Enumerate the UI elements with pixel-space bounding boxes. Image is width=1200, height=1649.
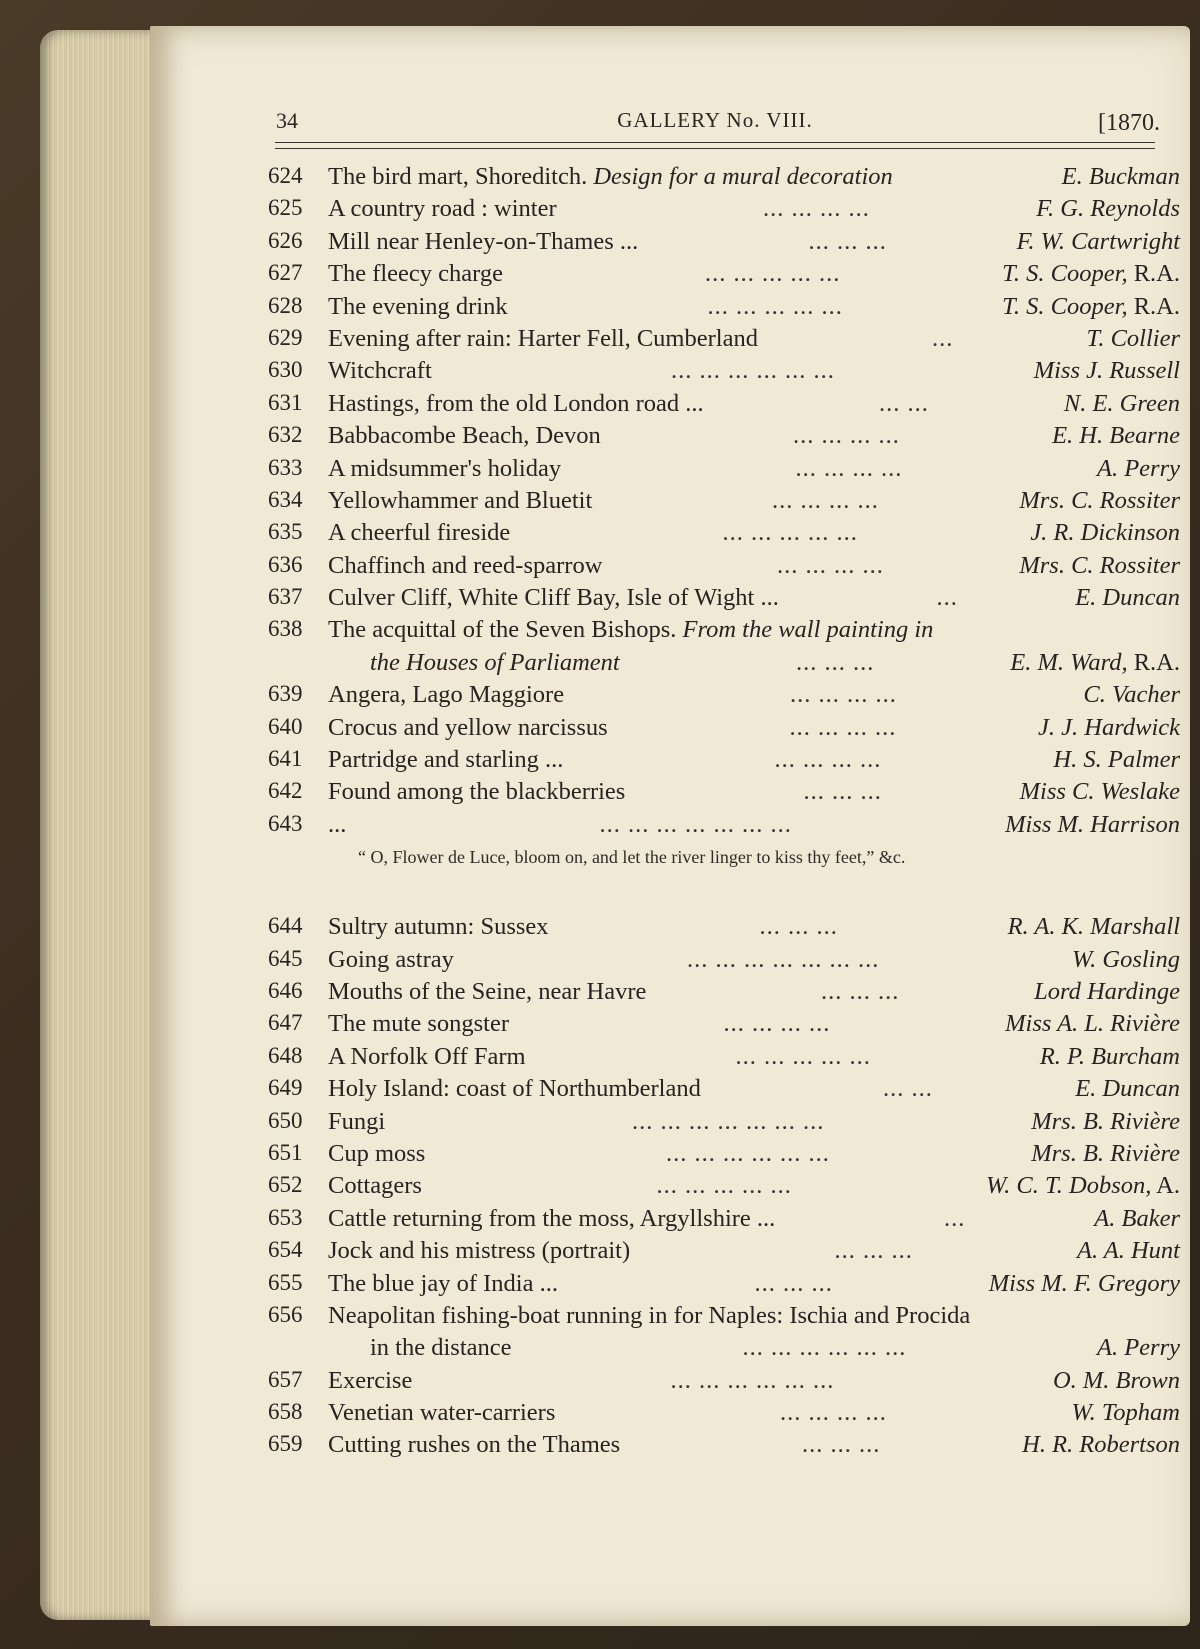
artist-name: Mrs. C. Rossiter — [1019, 486, 1180, 514]
leader-dots: ... ... ... ... — [790, 681, 897, 709]
leader-dots: ... ... ... ... — [772, 486, 879, 514]
catalogue-entry — [268, 946, 1180, 978]
catalogue-entry — [268, 293, 1180, 325]
entry-title: Yellowhammer and Bluetit — [328, 486, 593, 514]
entry-number: 640 — [268, 713, 303, 739]
catalogue-entry — [268, 714, 1180, 746]
artist-name: W. Gosling — [1071, 945, 1180, 973]
entry-number: 626 — [268, 227, 303, 253]
artist-name: R. P. Burcham — [1039, 1042, 1180, 1070]
artist-name: E. H. Bearne — [1052, 422, 1180, 450]
leader-dots: ... ... ... — [803, 778, 882, 806]
entry-artist — [1053, 1367, 1180, 1395]
artist-name: A. Perry — [1097, 1334, 1180, 1362]
catalogue-entry — [268, 978, 1180, 1010]
artist-name: Lord Hardinge — [1034, 977, 1180, 1005]
catalogue-entry — [268, 1270, 1180, 1302]
catalogue-entry-continuation — [268, 649, 1180, 681]
entry-title: Partridge and starling ... — [328, 746, 564, 774]
artist-name: F. G. Reynolds — [1036, 195, 1180, 223]
entry-title: Mill near Henley-on-Thames ... — [328, 227, 639, 255]
entry-artist — [1072, 946, 1180, 974]
entry-note: From the wall painting in — [682, 616, 934, 644]
catalogue-entry — [268, 811, 1180, 843]
entry-title: Sultry autumn: Sussex — [328, 913, 549, 941]
entry-artist — [1087, 325, 1180, 353]
entry-artist — [1094, 1205, 1180, 1233]
entry-artist — [1077, 1237, 1180, 1265]
entry-number: 653 — [268, 1204, 303, 1230]
catalogue-entry — [268, 584, 1180, 616]
entry-note: Design for a mural decoration — [593, 163, 893, 190]
entry-title: Evening after rain: Harter Fell, Cumberland — [328, 324, 758, 352]
entry-title: Culver Cliff, White Cliff Bay, Isle of Wight ... — [328, 584, 779, 612]
leader-dots: ... ... ... ... ... ... ... — [632, 1107, 825, 1135]
entry-number: 641 — [268, 746, 303, 772]
artist-suffix: R.A. — [1127, 292, 1180, 320]
entry-artist — [986, 1172, 1180, 1200]
entry-title: Fungi — [328, 1107, 386, 1135]
entry-title: in the distance — [370, 1334, 512, 1362]
artist-name: E. M. Ward, — [1010, 648, 1128, 676]
artist-name: Miss M. Harrison — [1005, 810, 1180, 838]
artist-suffix: R.A. — [1127, 648, 1180, 676]
entry-number: 624 — [268, 163, 303, 188]
catalogue-entry — [268, 260, 1180, 292]
catalogue-entry — [268, 1172, 1180, 1204]
artist-suffix: R.A. — [1127, 260, 1180, 288]
entry-title: Jock and his mistress (portrait) — [328, 1237, 631, 1265]
page-number: 34 — [276, 108, 298, 133]
leader-dots: ... ... ... ... ... ... ... — [687, 945, 880, 973]
entry-number: 649 — [268, 1075, 303, 1101]
entry-number: 650 — [268, 1107, 303, 1133]
page-edges — [40, 30, 160, 1620]
catalogue-entry — [268, 195, 1180, 227]
leader-dots: ... ... ... ... ... ... ... — [599, 810, 792, 838]
catalogue-entry — [268, 1075, 1180, 1107]
artist-name: W. C. T. Dobson, — [985, 1172, 1152, 1200]
leader-dots: ... ... ... ... ... — [707, 292, 843, 320]
catalogue-entry — [268, 455, 1180, 487]
entry-title: Cottagers — [328, 1172, 422, 1200]
leader-dots: ... ... ... ... ... — [735, 1042, 871, 1070]
leader-dots: ... ... ... — [834, 1237, 913, 1265]
entry-number: 629 — [268, 324, 303, 350]
leader-dots: ... — [936, 584, 958, 612]
artist-name: Mrs. B. Rivière — [1031, 1107, 1180, 1135]
entry-title: Cutting rushes on the Thames — [328, 1431, 621, 1459]
leader-dots: ... ... ... ... — [789, 713, 897, 741]
catalogue-entry — [268, 681, 1180, 713]
catalogue-entry — [268, 390, 1180, 422]
entry-number: 647 — [268, 1010, 303, 1036]
entry-number: 631 — [268, 389, 303, 415]
entry-number: 645 — [268, 945, 303, 971]
exhibit-quote: “ O, Flower de Luce, bloom on, and let the river linger to kiss thy feet,” &c. — [358, 847, 906, 868]
catalogue-entry — [268, 228, 1180, 260]
entry-title: Mouths of the Seine, near Havre — [328, 977, 647, 1005]
entry-artist — [1010, 649, 1180, 677]
leader-dots: ... ... ... ... — [774, 746, 882, 774]
artist-name: W. Topham — [1071, 1399, 1180, 1427]
entry-artist — [1019, 487, 1180, 515]
entry-artist — [1097, 455, 1180, 483]
entry-note: the Houses of Parliament — [370, 648, 620, 676]
entry-artist — [1002, 260, 1180, 288]
entry-title: Neapolitan fishing-boat running in for Naples: Ischia and Procida — [328, 1301, 971, 1329]
catalogue-entry — [268, 552, 1180, 584]
leader-dots: ... ... ... ... ... — [705, 260, 841, 288]
leader-dots: ... ... — [883, 1075, 933, 1103]
catalogue-entry — [268, 357, 1180, 389]
catalogue-entry — [268, 487, 1180, 519]
entry-artist — [1031, 1108, 1180, 1136]
entry-artist — [1008, 913, 1180, 941]
entry-title: Holy Island: coast of Northumberland — [328, 1075, 701, 1103]
leader-dots: ... ... ... ... — [723, 1010, 831, 1038]
entry-number: 630 — [268, 357, 303, 383]
entry-number: 625 — [268, 195, 303, 221]
entry-title: A midsummer's holiday — [328, 454, 562, 482]
artist-name: A. Perry — [1097, 454, 1180, 482]
entry-artist — [1017, 228, 1180, 256]
gallery-title: GALLERY No. VIII. — [617, 108, 813, 132]
artist-name: E. Buckman — [1061, 163, 1180, 190]
artist-name: E. Duncan — [1075, 584, 1180, 612]
entry-artist — [1053, 746, 1180, 774]
leader-dots: ... ... ... ... ... ... — [671, 357, 835, 385]
artist-name: J. R. Dickinson — [1030, 519, 1180, 547]
entry-artist — [1040, 1043, 1180, 1071]
leader-dots: ... ... ... ... — [793, 422, 900, 450]
leader-dots: ... ... ... ... ... — [656, 1172, 792, 1200]
entry-title — [370, 649, 620, 677]
entry-number: 646 — [268, 977, 303, 1003]
artist-name: T. S. Cooper, — [1002, 292, 1128, 320]
catalogue-entry — [268, 325, 1180, 357]
entry-number: 639 — [268, 681, 303, 707]
catalogue-entry — [268, 1108, 1180, 1140]
catalogue-entry — [268, 778, 1180, 810]
entry-title: The evening drink — [328, 292, 508, 320]
leader-dots: ... — [944, 1204, 966, 1232]
catalogue-entry — [268, 163, 1180, 195]
artist-name: Miss C. Weslake — [1019, 778, 1180, 806]
entry-number: 644 — [268, 913, 303, 939]
entry-title: Exercise — [328, 1366, 413, 1394]
entry-title: Angera, Lago Maggiore — [328, 681, 565, 709]
leader-dots: ... ... ... — [802, 1431, 881, 1459]
entry-number: 635 — [268, 519, 303, 545]
entry-title: Crocus and yellow narcissus — [328, 713, 608, 741]
catalogue-entry — [268, 1431, 1180, 1463]
artist-suffix: A. — [1151, 1172, 1180, 1200]
leader-dots: ... — [932, 324, 954, 352]
catalogue-entry-continuation — [268, 1334, 1180, 1366]
entry-title: Found among the blackberries — [328, 778, 626, 806]
entry-artist — [1075, 1075, 1180, 1103]
leader-dots: ... ... ... ... — [763, 195, 870, 223]
artist-name: T. S. Cooper, — [1002, 260, 1128, 288]
leader-dots: ... ... ... — [796, 648, 875, 676]
artist-name: Mrs. B. Rivière — [1031, 1139, 1180, 1167]
entry-title: A Norfolk Off Farm — [328, 1042, 526, 1070]
entry-number: 657 — [268, 1366, 303, 1392]
entry-artist — [1019, 552, 1180, 580]
catalogue-entry — [268, 1367, 1180, 1399]
entry-artist — [1075, 584, 1180, 612]
entry-number: 637 — [268, 584, 303, 610]
catalogue-entry — [268, 1205, 1180, 1237]
leader-dots: ... ... ... ... — [780, 1399, 887, 1427]
leader-dots: ... ... ... ... ... ... — [670, 1366, 835, 1394]
catalogue-entry — [268, 1140, 1180, 1172]
entry-number: 643 — [268, 810, 303, 836]
entry-number: 655 — [268, 1269, 303, 1295]
entry-artist — [1034, 357, 1180, 385]
catalogue-entry — [268, 913, 1180, 945]
catalogue-entry — [268, 1399, 1180, 1431]
entry-number: 659 — [268, 1431, 303, 1457]
entry-title: Cattle returning from the moss, Argyllshire ... — [328, 1204, 776, 1232]
entry-artist — [1005, 811, 1180, 839]
entry-artist — [1030, 519, 1180, 547]
catalogue-entry — [268, 519, 1180, 551]
catalogue-entry — [268, 1043, 1180, 1075]
artist-name: F. W. Cartwright — [1016, 227, 1180, 255]
entry-title: Babbacombe Beach, Devon — [328, 422, 601, 450]
entry-artist — [1038, 714, 1180, 742]
entry-artist — [1072, 1399, 1180, 1427]
entry-number: 648 — [268, 1042, 303, 1068]
entry-artist — [1022, 1431, 1180, 1459]
entry-number: 632 — [268, 422, 303, 448]
leader-dots: ... ... ... — [754, 1269, 833, 1297]
entry-title: Witchcraft — [328, 357, 432, 385]
artist-name: C. Vacher — [1083, 681, 1180, 709]
catalogue-list — [268, 163, 1180, 1464]
catalogue-entry — [268, 616, 1180, 648]
artist-name: Mrs. C. Rossiter — [1019, 551, 1180, 579]
artist-name: H. R. Robertson — [1022, 1431, 1180, 1459]
entry-number: 634 — [268, 486, 303, 512]
entry-number: 628 — [268, 292, 303, 318]
catalogue-entry — [268, 1010, 1180, 1042]
artist-name: N. E. Green — [1063, 389, 1180, 417]
entry-artist — [1036, 195, 1180, 223]
leader-dots: ... ... ... ... ... — [722, 519, 858, 547]
leader-dots: ... ... ... ... — [777, 551, 884, 579]
leader-dots: ... ... ... ... ... ... — [742, 1334, 907, 1362]
entry-artist — [989, 1270, 1180, 1298]
entry-number: 633 — [268, 454, 303, 480]
artist-name: O. M. Brown — [1052, 1366, 1180, 1394]
entry-number: 638 — [268, 616, 303, 642]
artist-name: Miss M. F. Gregory — [988, 1269, 1180, 1297]
artist-name: T. Collier — [1086, 324, 1180, 352]
entry-artist — [1064, 390, 1180, 418]
artist-name: Miss J. Russell — [1033, 357, 1180, 385]
entry-title: ... — [328, 810, 347, 838]
entry-title: The bird mart, Shoreditch. Design for a mural decoration — [328, 163, 893, 190]
entry-number: 652 — [268, 1172, 303, 1198]
entry-title: Cup moss — [328, 1139, 426, 1167]
leader-dots: ... ... — [879, 389, 929, 417]
entry-artist — [1062, 163, 1180, 191]
leader-dots: ... ... ... ... ... ... — [666, 1139, 830, 1167]
entry-title: A country road : winter — [328, 195, 557, 223]
artist-name: H. S. Palmer — [1053, 746, 1180, 774]
catalogue-entry — [268, 1237, 1180, 1269]
catalogue-entry — [268, 422, 1180, 454]
leader-dots: ... ... ... — [808, 227, 887, 255]
entry-title: A cheerful fireside — [328, 519, 511, 547]
catalogue-entry — [268, 746, 1180, 778]
entry-title: Going astray — [328, 945, 454, 973]
entry-number: 642 — [268, 778, 303, 804]
entry-title: Hastings, from the old London road ... — [328, 389, 704, 417]
entry-title: The fleecy charge — [328, 260, 504, 288]
entry-artist — [1020, 778, 1180, 806]
artist-name: Miss A. L. Rivière — [1005, 1010, 1180, 1038]
entry-artist — [1083, 681, 1180, 709]
entry-artist — [1034, 978, 1180, 1006]
leader-dots: ... ... ... — [759, 913, 838, 941]
entry-title: The acquittal of the Seven Bishops. From the wall painting in — [328, 616, 934, 644]
leader-dots: ... ... ... ... — [795, 454, 903, 482]
artist-name: J. J. Hardwick — [1038, 713, 1180, 741]
entry-title: The blue jay of India ... — [328, 1269, 558, 1297]
entry-title: Venetian water-carriers — [328, 1399, 556, 1427]
entry-artist — [1005, 1010, 1180, 1038]
artist-name: A. A. Hunt — [1077, 1237, 1180, 1265]
entry-title: The mute songster — [328, 1010, 509, 1038]
leader-dots: ... ... ... — [821, 977, 900, 1005]
artist-name: E. Duncan — [1075, 1075, 1180, 1103]
entry-artist — [1002, 293, 1180, 321]
entry-number: 654 — [268, 1237, 303, 1263]
page-header — [270, 104, 1160, 144]
entry-number: 651 — [268, 1139, 303, 1165]
entry-title: Chaffinch and reed-sparrow — [328, 551, 603, 579]
entry-number: 636 — [268, 551, 303, 577]
entry-artist — [1031, 1140, 1180, 1168]
entry-number: 658 — [268, 1399, 303, 1425]
year: [1870. — [1098, 110, 1160, 136]
entry-number: 656 — [268, 1301, 303, 1327]
header-rule — [275, 142, 1155, 149]
entry-number: 627 — [268, 260, 303, 286]
entry-artist — [1052, 422, 1180, 450]
entry-artist — [1097, 1334, 1180, 1362]
artist-name: A. Baker — [1094, 1204, 1180, 1232]
catalogue-entry — [268, 1302, 1180, 1334]
artist-name: R. A. K. Marshall — [1007, 913, 1180, 941]
